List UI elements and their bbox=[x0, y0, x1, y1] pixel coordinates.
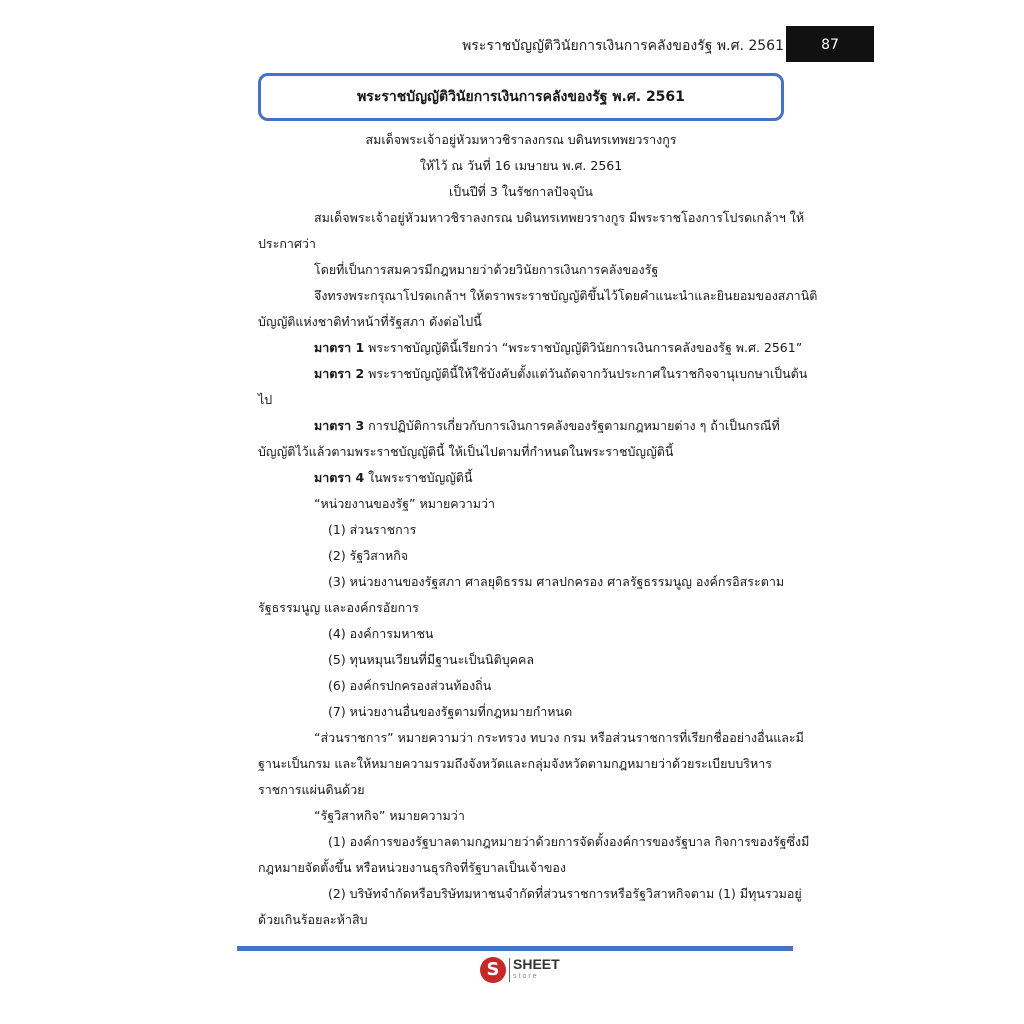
section-3-cont: บัญญัติไว้แล้วตามพระราชบัญญัตินี้ ให้เป็นไปตามที่กำหนดในพระราชบัญญัตินี้ bbox=[258, 444, 674, 459]
body-line-1: สมเด็จพระเจ้าอยู่หัวมหาวชิราลงกรณ บดินทรเทพยวรางกูร มีพระราชโองการโปรดเกล้าฯ ให้ bbox=[314, 210, 805, 225]
section-2 bbox=[314, 365, 807, 383]
enterprise-item-1: (1) องค์การของรัฐบาลตามกฎหมายว่าด้วยการจัดตั้งองค์การของรัฐบาล กิจการของรัฐซึ่งมี bbox=[328, 834, 810, 849]
preamble-line-1: สมเด็จพระเจ้าอยู่หัวมหาวชิราลงกรณ บดินทรเทพยวรางกูร bbox=[365, 132, 677, 147]
sheet-store-logo bbox=[480, 955, 580, 985]
list-item-6: (6) องค์กรปกครองส่วนท้องถิ่น bbox=[328, 678, 492, 693]
body-line-2: ประกาศว่า bbox=[258, 236, 316, 251]
list-item-1: (1) ส่วนราชการ bbox=[328, 522, 417, 537]
list-item-2: (2) รัฐวิสาหกิจ bbox=[328, 548, 409, 563]
list-item-3-cont: รัฐธรรมนูญ และองค์กรอัยการ bbox=[258, 600, 419, 615]
enterprise-item-2: (2) บริษัทจำกัดหรือบริษัทมหาชนจำกัดที่ส่วนราชการหรือรัฐวิสาหกิจตาม (1) มีทุนรวมอยู่ bbox=[328, 886, 802, 901]
definition-government-agency-cont-1: ฐานะเป็นกรม และให้หมายความรวมถึงจังหวัดและกลุ่มจังหวัดตามกฎหมายว่าด้วยระเบียบบริหาร bbox=[258, 756, 772, 771]
section-4-label: มาตรา 4 bbox=[314, 470, 365, 485]
logo-s-icon: S bbox=[480, 957, 506, 983]
logo-subtext: store bbox=[513, 973, 539, 980]
logo-text: SHEET bbox=[513, 956, 560, 972]
enterprise-item-1-cont: กฎหมายจัดตั้งขึ้น หรือหน่วยงานธุรกิจที่รัฐบาลเป็นเจ้าของ bbox=[258, 860, 566, 875]
section-1-text: พระราชบัญญัตินี้เรียกว่า “พระราชบัญญัติวินัยการเงินการคลังของรัฐ พ.ศ. 2561” bbox=[364, 340, 803, 355]
section-1-label: มาตรา 1 bbox=[314, 340, 365, 355]
list-item-4: (4) องค์การมหาชน bbox=[328, 626, 434, 641]
logo-divider bbox=[509, 958, 510, 982]
body-line-3: โดยที่เป็นการสมควรมีกฎหมายว่าด้วยวินัยการเงินการคลังของรัฐ bbox=[314, 262, 659, 277]
section-2-label: มาตรา 2 bbox=[314, 366, 365, 381]
body-line-4: จึงทรงพระกรุณาโปรดเกล้าฯ ให้ตราพระราชบัญญัติขึ้นไว้โดยคำแนะนำและยินยอมของสภานิติ bbox=[314, 288, 818, 303]
header-title: พระราชบัญญัติวินัยการเงินการคลังของรัฐ พ.ศ. 2561 bbox=[462, 38, 784, 54]
section-4-text: ในพระราชบัญญัตินี้ bbox=[364, 470, 473, 485]
definition-state-enterprise: “รัฐวิสาหกิจ” หมายความว่า bbox=[314, 808, 465, 823]
page-number: 87 bbox=[786, 26, 874, 62]
document-title-box: พระราชบัญญัติวินัยการเงินการคลังของรัฐ พ.ศ. 2561 bbox=[258, 73, 784, 121]
definition-government-agency: “ส่วนราชการ” หมายความว่า กระทรวง ทบวง กรม หรือส่วนราชการที่เรียกชื่ออย่างอื่นและมี bbox=[314, 730, 804, 745]
preamble-line-3: เป็นปีที่ 3 ในรัชกาลปัจจุบัน bbox=[449, 184, 593, 199]
section-3-label: มาตรา 3 bbox=[314, 418, 365, 433]
section-3 bbox=[314, 417, 780, 435]
footer-divider bbox=[237, 946, 793, 951]
definition-government-agency-cont-2: ราชการแผ่นดินด้วย bbox=[258, 782, 365, 797]
list-item-5: (5) ทุนหมุนเวียนที่มีฐานะเป็นนิติบุคคล bbox=[328, 652, 535, 667]
body-line-5: บัญญัติแห่งชาติทำหน้าที่รัฐสภา ดังต่อไปนี้ bbox=[258, 314, 482, 329]
section-3-text: การปฏิบัติการเกี่ยวกับการเงินการคลังของรัฐตามกฎหมายต่าง ๆ ถ้าเป็นกรณีที่ bbox=[364, 418, 780, 433]
list-item-7: (7) หน่วยงานอื่นของรัฐตามที่กฎหมายกำหนด bbox=[328, 704, 573, 719]
preamble-line-2: ให้ไว้ ณ วันที่ 16 เมษายน พ.ศ. 2561 bbox=[419, 158, 623, 173]
section-2-text: พระราชบัญญัตินี้ให้ใช้บังคับตั้งแต่วันถัดจากวันประกาศในราชกิจจานุเบกษาเป็นต้น bbox=[364, 366, 808, 381]
section-4 bbox=[314, 469, 473, 487]
section-2-cont: ไป bbox=[258, 392, 273, 407]
section-1 bbox=[314, 339, 802, 357]
enterprise-item-2-cont: ด้วยเกินร้อยละห้าสิบ bbox=[258, 912, 368, 927]
page-header bbox=[300, 26, 874, 62]
list-item-3: (3) หน่วยงานของรัฐสภา ศาลยุติธรรม ศาลปกครอง ศาลรัฐธรรมนูญ องค์กรอิสระตาม bbox=[328, 574, 785, 589]
definition-agency: “หน่วยงานของรัฐ” หมายความว่า bbox=[314, 496, 495, 511]
